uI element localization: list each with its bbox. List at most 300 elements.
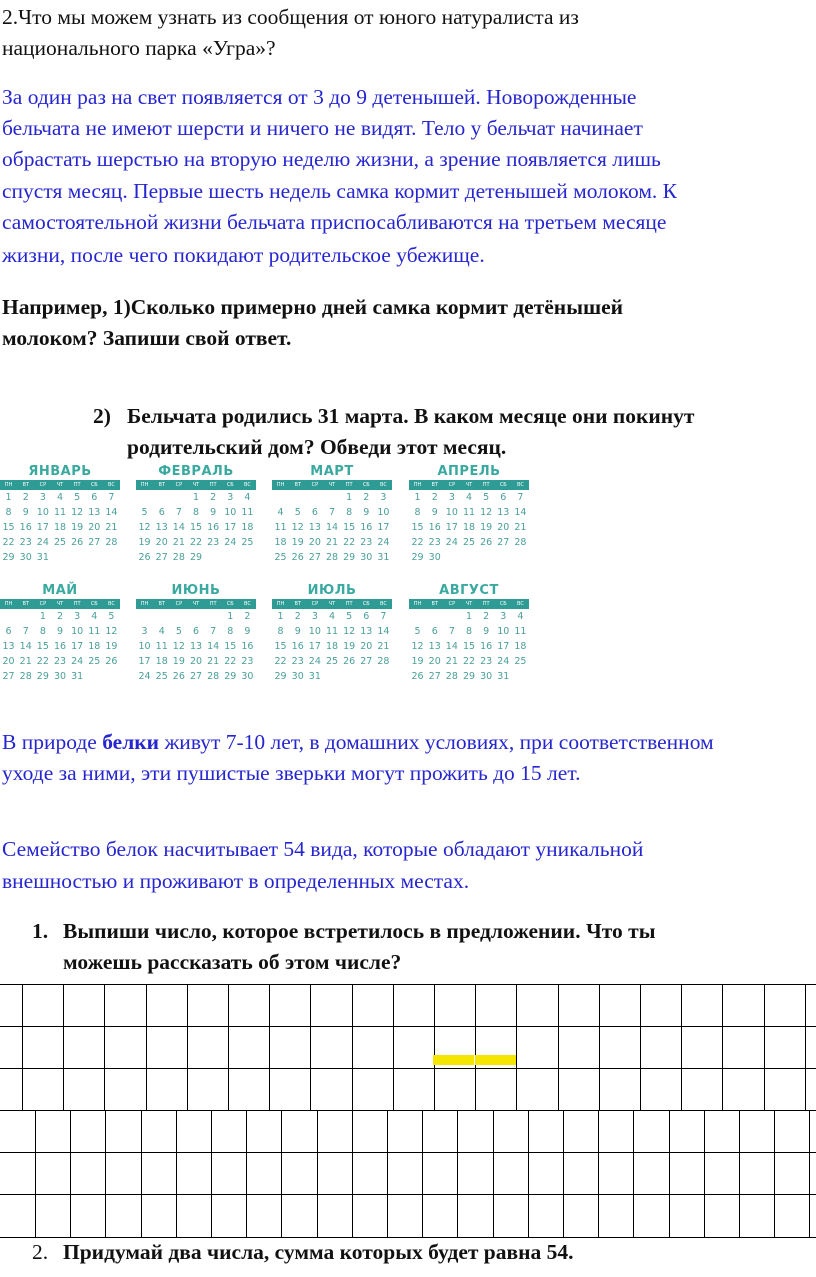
grid-cell[interactable] [640, 1027, 682, 1069]
calendar-day: 21 [207, 656, 220, 667]
calendar-weekday: СР [175, 601, 183, 607]
grid-row [0, 1068, 816, 1111]
grid-cell[interactable] [809, 1153, 816, 1195]
calendar-day: 18 [325, 641, 339, 652]
para2-text: В природе [2, 730, 103, 754]
grid-cell[interactable] [563, 1195, 599, 1237]
grid-cell[interactable] [269, 985, 311, 1027]
calendar-day: 11 [462, 507, 476, 518]
grid-cell[interactable] [739, 1111, 775, 1153]
grid-cell[interactable] [457, 1153, 493, 1195]
grid-cell[interactable] [640, 985, 682, 1027]
calendar-week-row [136, 669, 256, 684]
para1-line: самостоятельной жизни бельчата приспосабливаются на третьем месяце [2, 210, 667, 234]
calendar-day: 7 [210, 626, 217, 637]
grid-cell[interactable] [352, 1027, 394, 1069]
calendar-weekday: ЧТ [192, 482, 200, 488]
calendar-week-row [409, 520, 529, 535]
grid-cell[interactable] [228, 1027, 270, 1069]
grid-cell[interactable] [317, 1195, 353, 1237]
grid-cell[interactable] [558, 1027, 600, 1069]
grid-row [0, 1026, 816, 1069]
grid-cell[interactable] [739, 1153, 775, 1195]
calendar-day: 9 [363, 507, 370, 518]
calendar-day: 18 [53, 522, 67, 533]
calendar-day: 19 [411, 656, 424, 667]
grid-cell[interactable] [70, 1111, 106, 1153]
grid-cell[interactable] [475, 985, 517, 1027]
grid-cell[interactable] [63, 985, 105, 1027]
grid-cell[interactable] [599, 985, 641, 1027]
calendar-day: 26 [411, 671, 424, 682]
calendar-week-row [0, 535, 120, 550]
calendar-day: 4 [328, 611, 336, 622]
grid-cell[interactable] [187, 1069, 229, 1111]
calendar-day: 28 [325, 552, 339, 563]
grid-cell[interactable] [434, 1069, 476, 1111]
grid-cell[interactable] [704, 1153, 740, 1195]
calendar-week-row [409, 490, 529, 505]
calendar-month[interactable] [0, 464, 120, 565]
grid-cell[interactable] [104, 1027, 146, 1069]
calendar-week-row [136, 639, 256, 654]
calendar-day: 4 [277, 507, 284, 518]
grid-cell[interactable] [722, 1069, 764, 1111]
calendar-day: 27 [497, 537, 510, 548]
calendar-week-row [272, 535, 392, 550]
calendar-day: 11 [155, 641, 168, 652]
grid-cell[interactable] [269, 1027, 311, 1069]
grid-cell[interactable] [633, 1153, 669, 1195]
calendar-day: 29 [224, 671, 237, 682]
grid-cell[interactable] [681, 1069, 723, 1111]
calendar-day: 2 [210, 492, 217, 503]
calendar-weekday: ВС [243, 601, 251, 607]
grid-cell[interactable] [516, 1027, 558, 1069]
calendar-week-row [136, 505, 256, 520]
calendar-day: 8 [192, 507, 200, 518]
question-2-line-2: родительский дом? Обведи этот месяц. [127, 435, 507, 459]
grid-cell[interactable] [387, 1111, 423, 1153]
calendar-day: 19 [480, 522, 493, 533]
calendar-day [103, 669, 120, 684]
grid-cell[interactable] [669, 1195, 705, 1237]
para1-line: жизни, после чего покидают родительское убежище. [2, 243, 485, 267]
calendar-day: 29 [2, 552, 15, 563]
grid-cell[interactable] [558, 1069, 600, 1111]
calendar-week-row [409, 505, 529, 520]
grid-cell[interactable] [141, 1195, 177, 1237]
calendar-weekday: СБ [362, 601, 370, 607]
calendar-day [205, 609, 222, 624]
grid-cell[interactable] [281, 1195, 317, 1237]
grid-cell[interactable] [393, 1069, 435, 1111]
grid-cell[interactable] [669, 1111, 705, 1153]
calendar-day: 12 [291, 522, 304, 533]
calendar-week-row [136, 535, 256, 550]
calendar-day [205, 550, 222, 565]
grid-cell[interactable] [146, 1069, 188, 1111]
grid-cell[interactable] [141, 1111, 177, 1153]
grid-cell[interactable] [63, 1027, 105, 1069]
calendar-month[interactable] [409, 583, 529, 684]
calendar-day: 19 [71, 522, 84, 533]
calendar-month[interactable] [409, 464, 529, 565]
calendar-weekday-header [136, 480, 256, 490]
calendar-day: 16 [241, 641, 254, 652]
grid-cell[interactable] [228, 985, 270, 1027]
calendar-day: 21 [445, 656, 458, 667]
calendar-week-row [409, 624, 529, 639]
calendar-weekday: ВТ [22, 601, 29, 607]
calendar-day: 23 [207, 537, 220, 548]
calendar-day: 19 [291, 537, 304, 548]
grid-cell[interactable] [563, 1153, 599, 1195]
calendar-weekday: ВС [516, 482, 524, 488]
task-1-number: 1. [32, 919, 49, 943]
highlight-mark [475, 1055, 516, 1065]
calendar-week-row [0, 505, 120, 520]
calendar-month[interactable] [136, 464, 256, 565]
calendar-weekday: СБ [90, 482, 98, 488]
calendar-day: 3 [74, 611, 81, 622]
grid-cell[interactable] [352, 1069, 394, 1111]
grid-cell[interactable] [352, 1195, 388, 1237]
calendar-day: 22 [343, 537, 356, 548]
calendar-day: 8 [277, 626, 284, 637]
grid-cell[interactable] [187, 1027, 229, 1069]
calendar-day: 13 [2, 641, 15, 652]
calendar-month[interactable] [272, 583, 392, 684]
grid-cell[interactable] [281, 1153, 317, 1195]
grid-cell[interactable] [211, 1195, 247, 1237]
calendar-day [323, 490, 340, 505]
calendar-weekday: СБ [226, 482, 234, 488]
calendar-week-row [0, 639, 120, 654]
grid-cell[interactable] [704, 1111, 740, 1153]
grid-cell[interactable] [176, 1111, 212, 1153]
task-1-line-2: можешь рассказать об этом числе? [63, 950, 402, 974]
calendar-day: 16 [53, 641, 67, 652]
grid-cell[interactable] [633, 1195, 669, 1237]
grid-cell[interactable] [598, 1153, 634, 1195]
grid-cell[interactable] [176, 1195, 212, 1237]
grid-cell[interactable] [599, 1069, 641, 1111]
calendar-day: 2 [244, 611, 251, 622]
calendar-weekday: ВТ [158, 482, 165, 488]
calendar-day: 29 [189, 552, 203, 563]
grid-cell[interactable] [228, 1069, 270, 1111]
calendar-day: 26 [71, 537, 84, 548]
grid-cell[interactable] [805, 1069, 816, 1111]
calendar-day: 11 [274, 522, 287, 533]
grid-cell[interactable] [105, 1195, 141, 1237]
grid-cell[interactable] [598, 1195, 634, 1237]
grid-cell[interactable] [681, 1027, 723, 1069]
grid-cell[interactable] [35, 1153, 71, 1195]
grid-cell[interactable] [805, 985, 816, 1027]
calendar-day [512, 550, 529, 565]
grid-cell[interactable] [352, 1111, 388, 1153]
grid-cell[interactable] [457, 1195, 493, 1237]
grid-cell[interactable] [176, 1153, 212, 1195]
grid-cell[interactable] [681, 985, 723, 1027]
calendar-day: 20 [360, 641, 373, 652]
calendar-day: 15 [189, 522, 203, 533]
calendar-weekday: ПТ [73, 601, 81, 607]
grid-cell[interactable] [104, 1069, 146, 1111]
grid-cell[interactable] [22, 985, 64, 1027]
calendar-day: 1 [465, 611, 473, 622]
calendar-day: 15 [343, 522, 356, 533]
calendar-day [170, 490, 187, 505]
calendar-day [306, 490, 323, 505]
grid-cell[interactable] [422, 1195, 458, 1237]
calendar-weekday: ПН [413, 601, 422, 607]
calendar-day: 14 [172, 522, 185, 533]
grid-cell[interactable] [475, 1069, 517, 1111]
grid-cell[interactable] [22, 1069, 64, 1111]
calendar-day: 14 [445, 641, 458, 652]
calendar-month-name: ИЮНЬ [171, 583, 221, 598]
calendar-day [153, 490, 170, 505]
calendar-day: 6 [431, 626, 438, 637]
calendar-week-row [136, 490, 256, 505]
header-line-2: национального парка «Угра»? [2, 36, 276, 60]
calendar-weekday: ВТ [158, 601, 165, 607]
calendar-week-row [272, 505, 392, 520]
grid-cell[interactable] [640, 1069, 682, 1111]
grid-cell[interactable] [516, 985, 558, 1027]
grid-cell[interactable] [422, 1153, 458, 1195]
calendar-day: 6 [91, 492, 98, 503]
grid-cell[interactable] [387, 1153, 423, 1195]
calendar-day [375, 669, 392, 684]
calendar-day: 17 [497, 641, 510, 652]
calendar-day: 28 [172, 552, 185, 563]
calendar-day: 10 [71, 626, 84, 637]
grid-cell[interactable] [141, 1153, 177, 1195]
grid-cell[interactable] [722, 1027, 764, 1069]
grid-cell[interactable] [739, 1195, 775, 1237]
grid-cell[interactable] [63, 1069, 105, 1111]
grid-cell[interactable] [211, 1111, 247, 1153]
calendar-day [103, 550, 120, 565]
grid-cell[interactable] [146, 985, 188, 1027]
calendar-weekday: ПН [4, 482, 13, 488]
calendar-week-row [272, 520, 392, 535]
calendar-day: 4 [517, 611, 524, 622]
calendar-day: 11 [325, 626, 339, 637]
calendar-day: 11 [88, 626, 101, 637]
calendar-day: 17 [224, 522, 237, 533]
grid-cell[interactable] [310, 1027, 352, 1069]
answer-grid[interactable] [0, 984, 816, 1239]
calendar-weekday-header [136, 599, 256, 609]
grid-cell[interactable] [528, 1195, 564, 1237]
grid-cell[interactable] [563, 1111, 599, 1153]
calendar-day: 23 [19, 537, 32, 548]
calendar-day: 28 [207, 671, 220, 682]
calendar-day: 21 [377, 641, 390, 652]
calendar-day: 15 [2, 522, 15, 533]
grid-cell[interactable] [598, 1111, 634, 1153]
calendar-day: 3 [311, 611, 318, 622]
calendar-day: 27 [155, 552, 168, 563]
calendar-day: 25 [53, 537, 67, 548]
calendar-day [86, 669, 103, 684]
grid-cell[interactable] [764, 1027, 806, 1069]
calendar-day: 20 [497, 522, 510, 533]
grid-cell[interactable] [457, 1111, 493, 1153]
grid-cell[interactable] [774, 1153, 810, 1195]
calendar-day: 15 [224, 641, 237, 652]
grid-cell[interactable] [310, 985, 352, 1027]
calendar-day: 20 [88, 522, 101, 533]
calendar-day: 5 [108, 611, 115, 622]
grid-cell[interactable] [317, 1153, 353, 1195]
grid-cell[interactable] [70, 1195, 106, 1237]
calendar-day: 12 [105, 626, 118, 637]
grid-cell[interactable] [70, 1153, 106, 1195]
calendar-day: 27 [2, 671, 15, 682]
grid-cell[interactable] [105, 1153, 141, 1195]
calendar-day: 17 [308, 641, 321, 652]
calendar-weekday-header [272, 480, 392, 490]
grid-cell[interactable] [722, 985, 764, 1027]
calendar-day: 13 [189, 641, 203, 652]
calendar-week-row [272, 609, 392, 624]
calendar-day: 30 [241, 671, 254, 682]
calendar-month[interactable] [136, 583, 256, 684]
grid-cell[interactable] [422, 1111, 458, 1153]
grid-cell[interactable] [599, 1027, 641, 1069]
calendar-day [136, 609, 153, 624]
grid-cell[interactable] [104, 985, 146, 1027]
grid-cell[interactable] [22, 1027, 64, 1069]
calendar-weekday: СР [39, 482, 47, 488]
grid-cell[interactable] [434, 985, 476, 1027]
calendar-day: 11 [241, 507, 254, 518]
grid-cell[interactable] [493, 1195, 529, 1237]
calendar-week-row [136, 654, 256, 669]
calendar-week-row [272, 654, 392, 669]
calendar-day: 8 [39, 626, 46, 637]
calendar-month-name: АПРЕЛЬ [437, 464, 501, 479]
calendar-day: 29 [36, 671, 49, 682]
grid-cell[interactable] [352, 985, 394, 1027]
grid-cell[interactable] [317, 1111, 353, 1153]
calendar-week-row [272, 639, 392, 654]
calendar-day: 3 [380, 492, 387, 503]
grid-cell[interactable] [633, 1111, 669, 1153]
grid-cell[interactable] [393, 985, 435, 1027]
calendar-day: 3 [39, 492, 46, 503]
grid-cell[interactable] [35, 1111, 71, 1153]
grid-cell[interactable] [187, 985, 229, 1027]
grid-cell[interactable] [105, 1111, 141, 1153]
calendar-day [426, 609, 443, 624]
grid-cell[interactable] [704, 1195, 740, 1237]
grid-cell[interactable] [774, 1195, 810, 1237]
grid-cell[interactable] [246, 1195, 282, 1237]
grid-cell[interactable] [669, 1153, 705, 1195]
calendar-day: 3 [448, 492, 455, 503]
calendar-day [239, 550, 256, 565]
grid-cell[interactable] [528, 1111, 564, 1153]
grid-cell[interactable] [35, 1195, 71, 1237]
grid-cell[interactable] [246, 1153, 282, 1195]
grid-cell[interactable] [558, 985, 600, 1027]
grid-cell[interactable] [528, 1153, 564, 1195]
grid-cell[interactable] [493, 1153, 529, 1195]
calendar-day: 4 [91, 611, 98, 622]
calendar-day [443, 550, 460, 565]
grid-cell[interactable] [805, 1027, 816, 1069]
calendar-day: 25 [325, 656, 339, 667]
grid-cell[interactable] [764, 985, 806, 1027]
calendar-month[interactable] [272, 464, 392, 565]
calendar-day: 27 [189, 671, 203, 682]
calendar-weekday: СР [39, 601, 47, 607]
calendar-day: 2 [294, 611, 301, 622]
calendar-day: 30 [480, 671, 493, 682]
calendar-day: 9 [210, 507, 217, 518]
calendar-day: 13 [308, 522, 321, 533]
grid-row [0, 984, 816, 1027]
calendar-day: 5 [483, 492, 490, 503]
calendar-day: 30 [53, 671, 67, 682]
grid-cell[interactable] [493, 1111, 529, 1153]
grid-cell[interactable] [387, 1195, 423, 1237]
calendar-weekday: СБ [226, 601, 234, 607]
grid-cell[interactable] [774, 1111, 810, 1153]
calendar-day: 1 [346, 492, 353, 503]
grid-cell[interactable] [809, 1111, 816, 1153]
calendar-month[interactable] [0, 583, 120, 684]
grid-cell[interactable] [352, 1153, 388, 1195]
calendar-day: 5 [294, 507, 301, 518]
para3-line-1: Семейство белок насчитывает 54 вида, которые обладают уникальной [2, 837, 644, 861]
grid-cell[interactable] [269, 1069, 311, 1111]
grid-cell[interactable] [393, 1027, 435, 1069]
grid-cell[interactable] [764, 1069, 806, 1111]
calendar-day: 24 [36, 537, 49, 548]
calendar-day: 16 [480, 641, 493, 652]
grid-cell[interactable] [516, 1069, 558, 1111]
grid-cell[interactable] [809, 1195, 816, 1237]
grid-cell[interactable] [281, 1111, 317, 1153]
calendar-weekday-header [0, 480, 120, 490]
calendar-day: 26 [480, 537, 493, 548]
calendar-day: 21 [172, 537, 185, 548]
calendar-day: 15 [411, 522, 424, 533]
calendar-weekday-header [409, 599, 529, 609]
calendar-day: 5 [74, 492, 81, 503]
calendar-day: 5 [175, 626, 182, 637]
grid-cell[interactable] [146, 1027, 188, 1069]
calendar-day [460, 550, 477, 565]
calendar-week-row [136, 550, 256, 565]
grid-cell[interactable] [211, 1153, 247, 1195]
calendar-week-row [0, 520, 120, 535]
calendar-weekday: ЧТ [192, 601, 200, 607]
calendar-day: 30 [291, 671, 304, 682]
calendar-week-row [0, 624, 120, 639]
calendar-day [289, 490, 306, 505]
grid-cell[interactable] [310, 1069, 352, 1111]
grid-cell[interactable] [246, 1111, 282, 1153]
